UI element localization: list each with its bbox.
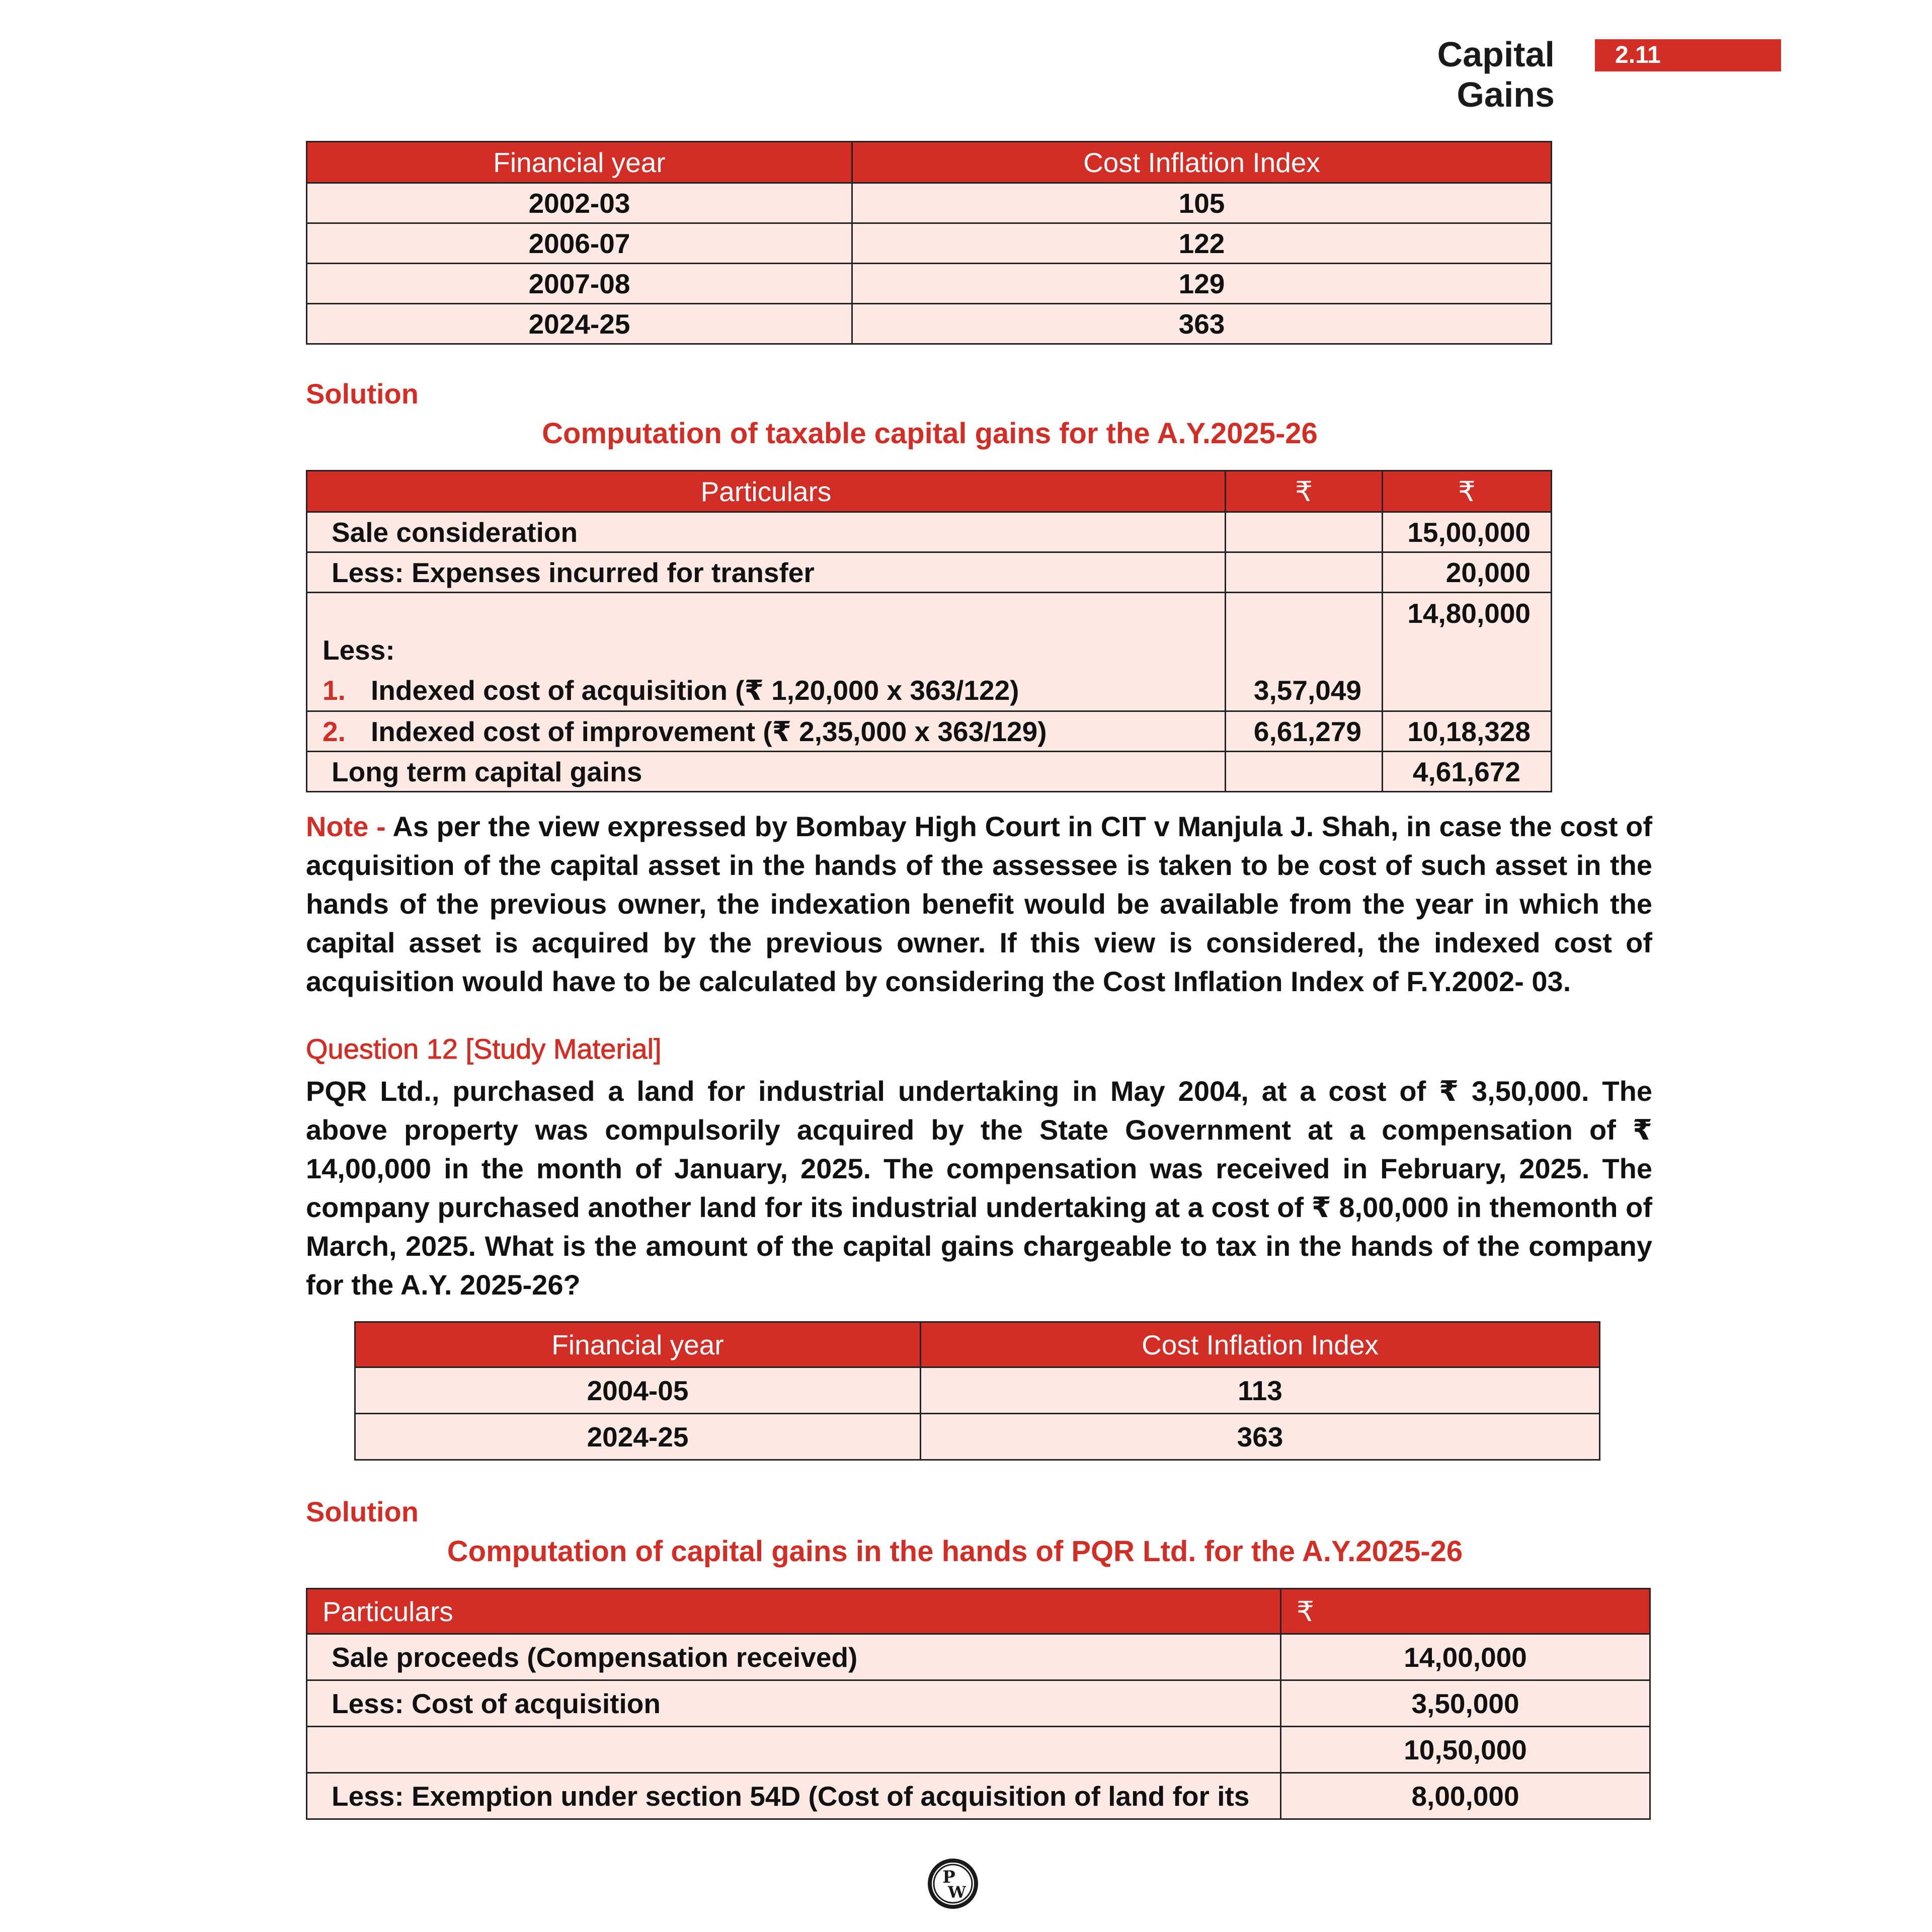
capital-gains-table-1 <box>306 470 1552 792</box>
indexed-acquisition-line <box>323 670 1204 710</box>
row-particulars: Sale proceeds (Compensation received) <box>307 1634 1281 1680</box>
cii-table-1 <box>306 141 1552 345</box>
amount: 14,80,000 <box>1383 593 1552 711</box>
note-text: As per the view expressed by Bombay High Court in CIT v Manjula J. Shah, in case the cost of acquisition of the capital asset in the hands of the assessee is taken to be cost of such asset in the hands of the previous owner, the indexation benefit would be available from the year in which the capital asset is acquired by the previous owner. If this view is considered, the indexed cost of acquisition would have to be calculated by considering the Cost Inflation Index of F.Y.2002- 03. <box>306 811 1652 997</box>
pw-logo-icon <box>927 1858 979 1910</box>
amount: 8,00,000 <box>1281 1773 1650 1819</box>
question-text: PQR Ltd., purchased a land for industrial undertaking in May 2004, at a cost of ₹ 3,50,000. The above property was compulsorily acquired by the State Government at a compensation of ₹ 14,00,000 in the month of January, 2025. The compensation was received in February, 2025. The company purchased another land for its industrial undertaking at a cost of ₹ 8,00,000 in themonth of March, 2025. What is the amount of the capital gains chargeable to tax in the hands of the company for the A.Y. 2025-26? <box>306 1075 1652 1301</box>
item-number: 2. <box>323 715 346 747</box>
row-particulars <box>307 1727 1281 1773</box>
header-rupee: ₹ <box>1226 471 1383 512</box>
cii-value: 105 <box>852 183 1552 223</box>
row-particulars: Less: Exemption under section 54D (Cost of acquisition of land for its <box>307 1773 1281 1819</box>
capital-gains-table-2 <box>306 1588 1651 1820</box>
cii-year: 2004-05 <box>355 1367 921 1414</box>
cii-value: 129 <box>852 264 1552 304</box>
amount: 10,18,328 <box>1383 711 1552 752</box>
cii-value: 113 <box>921 1367 1600 1414</box>
cii-header-year: Financial year <box>355 1322 921 1367</box>
solution-label: Solution <box>306 378 419 410</box>
header-rupee: ₹ <box>1281 1589 1650 1634</box>
cii-year: 2002-03 <box>307 183 852 223</box>
cii-header-year: Financial year <box>307 142 852 183</box>
indexed-acquisition-text: Indexed cost of acquisition (₹ 1,20,000 x 363/122) <box>371 675 1019 706</box>
row-sale-consideration: Sale consideration <box>307 512 1226 552</box>
row-expenses: Less: Expenses incurred for transfer <box>307 552 1226 593</box>
header-rupee: ₹ <box>1383 471 1552 512</box>
cii-value: 363 <box>921 1414 1600 1460</box>
cii-value: 122 <box>852 223 1552 264</box>
row-indexed-improvement <box>307 711 1226 752</box>
row-less-indexed <box>307 593 1226 711</box>
page-title: Capital Gains <box>1437 35 1555 114</box>
row-particulars: Less: Cost of acquisition <box>307 1680 1281 1727</box>
note-paragraph <box>306 807 1652 1001</box>
page-number: 2.11 <box>1595 39 1781 71</box>
solution-caption: Computation of taxable capital gains for the A.Y.2025-26 <box>542 417 1318 450</box>
note-label: Note - <box>306 811 386 842</box>
logo-letter-p: P <box>942 1867 955 1887</box>
cii-year: 2007-08 <box>307 264 852 304</box>
amount: 4,61,672 <box>1383 752 1552 792</box>
cell-empty <box>1226 552 1383 593</box>
cii-value: 363 <box>852 304 1552 344</box>
cii-table-2 <box>354 1321 1600 1461</box>
amount: 10,50,000 <box>1281 1727 1650 1773</box>
cell-empty <box>1226 512 1383 552</box>
item-number: 1. <box>323 675 346 706</box>
amount: 6,61,279 <box>1226 711 1383 752</box>
cii-year: 2024-25 <box>307 304 852 344</box>
indexed-improvement-text: Indexed cost of improvement (₹ 2,35,000 x 363/129) <box>371 715 1047 747</box>
cii-year: 2024-25 <box>355 1414 921 1460</box>
amount: 3,57,049 <box>1226 593 1383 711</box>
question-title: Question 12 [Study Material] <box>306 1033 662 1065</box>
row-ltcg: Long term capital gains <box>307 752 1226 792</box>
amount: 3,50,000 <box>1281 1680 1650 1727</box>
less-label: Less: <box>323 634 395 666</box>
amount: 14,00,000 <box>1281 1634 1650 1680</box>
amount: 20,000 <box>1383 552 1552 593</box>
logo-letter-w: W <box>948 1883 966 1902</box>
cii-year: 2006-07 <box>307 223 852 264</box>
header-particulars: Particulars <box>307 471 1226 512</box>
amount: 15,00,000 <box>1383 512 1552 552</box>
cell-empty <box>1226 752 1383 792</box>
solution-label: Solution <box>306 1496 419 1527</box>
solution-caption: Computation of capital gains in the hands of PQR Ltd. for the A.Y.2025-26 <box>447 1535 1463 1568</box>
cii-header-index: Cost Inflation Index <box>921 1322 1600 1367</box>
cii-header-index: Cost Inflation Index <box>852 142 1552 183</box>
header-particulars: Particulars <box>307 1589 1281 1634</box>
